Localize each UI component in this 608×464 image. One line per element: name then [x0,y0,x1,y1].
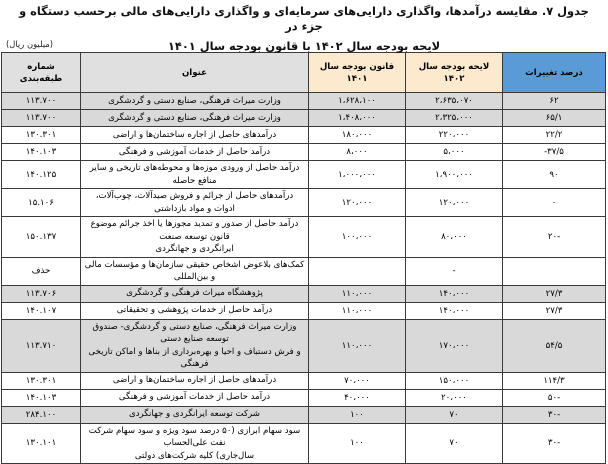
cell-title-line-1: کمک‌های بلاعوض اشخاص حقیقی سازمان‌ها و مؤسسات مالی و بین‌المللی [84,259,305,282]
cell-classification-number: حذف [2,257,81,285]
cell-change-percent: ۲۷/۳ [503,285,606,302]
cell-title-line-1: شرکت توسعه ایرانگردی و جهانگردی [128,409,260,420]
table-title-block [0,0,608,52]
cell-title [81,217,309,258]
cell-title [81,372,309,389]
column-header-y1401-line-2: ۱۴۰۱ [346,73,368,84]
cell-title-line-1: درآمد حاصل از صدور و تمدید مجوزها یا اخذ جرائم موضوع قانون توسعه صنعت [90,219,299,242]
cell-title-line-1: وزارت میراث فرهنگی، صنایع دستی و گردشگری [108,112,281,123]
cell-change-percent: ۳۷/۵- [503,144,606,161]
cell-classification-number: ۱۳۰.۱۰۱ [2,423,81,464]
column-header-y1402 [406,53,503,93]
cell-budget-1402: ۱۴۰،۰۰۰ [406,285,503,302]
cell-classification-number: ۲۸۴.۱۰۰ [2,406,81,423]
page-title-line-2: لایحه بودجه سال ۱۴۰۲ با قانون بودجه سال ۱۴۰۱ [167,39,441,53]
table-row [2,285,606,302]
budget-comparison-table [1,52,606,464]
table-row [2,406,606,423]
cell-title-line-1: درآمد حاصل از خدمات پژوهشی و تحقیقاتی [116,305,273,316]
cell-title-line-1: پژوهشگاه میراث فرهنگی و گردشگری [126,288,263,299]
cell-change-percent: ۱۱۴/۳ [503,372,606,389]
cell-budget-1401: ۱،۰۰۰،۰۰۰ [309,161,406,189]
cell-budget-1401: ۱۲۰،۰۰۰ [309,189,406,217]
cell-classification-number: ۱۳۰.۳۰۱ [2,372,81,389]
cell-title-line-2: ایرانگردی و جهانگردی [155,244,234,254]
cell-title-line-1: سود سهام ابرازی (۵۰ درصد سود ویژه و سود سهام شرکت نفت علی‌الحساب [88,425,301,448]
table-row [2,110,606,127]
cell-change-percent: -۵۰ [503,389,606,406]
cell-title [81,423,309,464]
column-header-classification-line-1: شماره [27,61,55,72]
cell-budget-1402: ۵،۰۰۰ [406,144,503,161]
column-header-title [81,53,309,93]
cell-classification-number: ۱۳۰.۳۰۱ [2,127,81,144]
cell-budget-1402: ۸۰،۰۰۰ [406,217,503,258]
cell-title [81,319,309,372]
cell-change-percent: ۹۰ [503,161,606,189]
cell-change-percent [503,257,606,285]
cell-classification-number: ۱۱۳.۷۱۰ [2,319,81,372]
cell-change-percent: -۳۰ [503,423,606,464]
cell-title-line-1: درآمدهای حاصل از جرائم و فروش صیدآلات، چوب‌آلات، ادوات و مواد بازداشتی [95,191,294,214]
cell-classification-number: ۱۵.۱۰۶ [2,189,81,217]
cell-title [81,93,309,110]
cell-title-line-1: درآمد حاصل از خدمات آموزشی و فرهنگی [118,392,271,403]
cell-title [81,257,309,285]
table-row [2,217,606,258]
cell-title [81,302,309,319]
cell-budget-1402: ۷۰ [406,423,503,464]
cell-budget-1402: ۲۰،۰۰۰ [406,389,503,406]
cell-budget-1402: ۱،۹۰۰،۰۰۰ [406,161,503,189]
cell-budget-1401: ۱۱۰،۰۰۰ [309,302,406,319]
cell-classification-number: ۱۱۳.۷۰۰ [2,93,81,110]
cell-title-line-1: وزارت میراث فرهنگی، صنایع دستی و گردشگری- صندوق توسعه صنایع دستی [92,321,297,344]
cell-budget-1402: - [406,257,503,285]
cell-budget-1402: ۲۲۰،۰۰۰ [406,127,503,144]
table-row [2,389,606,406]
cell-title [81,127,309,144]
column-header-classification-line-2: طبقه‌بندی [19,73,63,84]
cell-budget-1402: ۱۵۰،۰۰۰ [406,372,503,389]
table-row [2,257,606,285]
cell-budget-1401: ۱،۶۲۸،۱۰۰ [309,93,406,110]
cell-title-line-2: سال‌جاری) کلیه شرکت‌های دولتی [134,450,255,461]
cell-budget-1402: ۱۷۰،۰۰۰ [406,319,503,372]
column-header-classification [2,53,81,93]
cell-classification-number: ۱۱۳.۷۰۶ [2,285,81,302]
cell-budget-1401: ۱،۴۰۸،۰۰۰ [309,110,406,127]
cell-title [81,285,309,302]
cell-budget-1401: ۱۰۰ [309,406,406,423]
cell-budget-1401: ۴۰،۰۰۰ [309,389,406,406]
cell-change-percent: -۲۰ [503,217,606,258]
cell-change-percent: ۰ [503,189,606,217]
page-title-line-1: جدول ۷. مقایسه درآمدها، واگذاری دارایی‌های سرمایه‌ای و واگذاری دارایی‌های مالی برحسب دستگاه و جزء در [19,4,589,33]
cell-classification-number: ۱۴۰.۱۰۳ [2,144,81,161]
cell-change-percent: ۲۲/۲ [503,127,606,144]
column-header-y1401 [309,53,406,93]
cell-budget-1402: ۲،۳۲۵،۰۰۰ [406,110,503,127]
column-header-title-label: عنوان [181,67,208,78]
cell-title [81,110,309,127]
table-row [2,372,606,389]
table-row [2,189,606,217]
table-header [2,53,606,93]
cell-title-line-2: و فرش دستباف و احیا و بهره‌برداری از بناها و اماکن تاریخی فرهنگی [88,346,301,369]
cell-budget-1401: ۱۱۰،۰۰۰ [309,285,406,302]
column-header-y1402-line-2: ۱۴۰۲ [443,73,465,84]
cell-classification-number: ۱۴۰.۱۲۵ [2,161,81,189]
cell-budget-1402: ۱۴۰،۰۰۰ [406,302,503,319]
cell-change-percent: ۵۴/۵ [503,319,606,372]
table-row [2,161,606,189]
cell-classification-number: ۱۱۳.۷۰۰ [2,110,81,127]
unit-note: (میلیون ریال) [6,39,53,49]
table-row [2,93,606,110]
cell-title [81,161,309,189]
cell-budget-1401: ۱۰۰ [309,423,406,464]
column-header-change-label: درصد تغییرات [525,67,583,78]
cell-title-line-1: درآمد حاصل از ورودی موزه‌ها و محوطه‌های تاریخی و سایر منافع حاصله [89,163,300,186]
column-header-y1401-line-1: قانون بودجه سال [319,61,395,72]
cell-change-percent: ۶۲ [503,93,606,110]
cell-title-line-1: درآمدهای حاصل از اجاره ساختمان‌ها و اراضی [112,129,277,140]
cell-budget-1402: ۱۲۰،۰۰۰ [406,189,503,217]
cell-change-percent: ۶۵/۱ [503,110,606,127]
column-header-change [503,53,606,93]
table-row [2,127,606,144]
table-row [2,302,606,319]
cell-classification-number: ۱۴۰.۱۰۳ [2,389,81,406]
cell-budget-1401: ۱۸۰،۰۰۰ [309,127,406,144]
cell-title [81,389,309,406]
cell-budget-1401: ۸،۰۰۰ [309,144,406,161]
cell-budget-1402: ۷۰ [406,406,503,423]
cell-classification-number: ۱۴۰.۱۰۷ [2,302,81,319]
cell-classification-number: ۱۵۰.۱۳۷ [2,217,81,258]
table-body [2,93,606,464]
cell-change-percent: -۳۰ [503,406,606,423]
cell-budget-1401: ۱۱۰،۰۰۰ [309,319,406,372]
cell-budget-1402: ۲،۶۳۵،۰۷۰ [406,93,503,110]
cell-title [81,406,309,423]
cell-budget-1401: ۱۰۰،۰۰۰ [309,217,406,258]
cell-title [81,144,309,161]
cell-title-line-1: درآمدهای حاصل از اجاره ساختمان‌ها و اراضی [112,375,277,386]
cell-budget-1401: ۷۰،۰۰۰ [309,372,406,389]
table-row [2,144,606,161]
table-row [2,423,606,464]
cell-title-line-1: درآمد حاصل از خدمات آموزشی و فرهنگی [118,146,271,157]
cell-title [81,189,309,217]
cell-budget-1401 [309,257,406,285]
table-row [2,319,606,372]
column-header-y1402-line-1: لایحه بودجه سال [418,61,490,72]
cell-change-percent: ۲۷/۳ [503,302,606,319]
table-header-row [2,53,606,93]
cell-title-line-1: وزارت میراث فرهنگی، صنایع دستی و گردشگری [108,95,281,106]
